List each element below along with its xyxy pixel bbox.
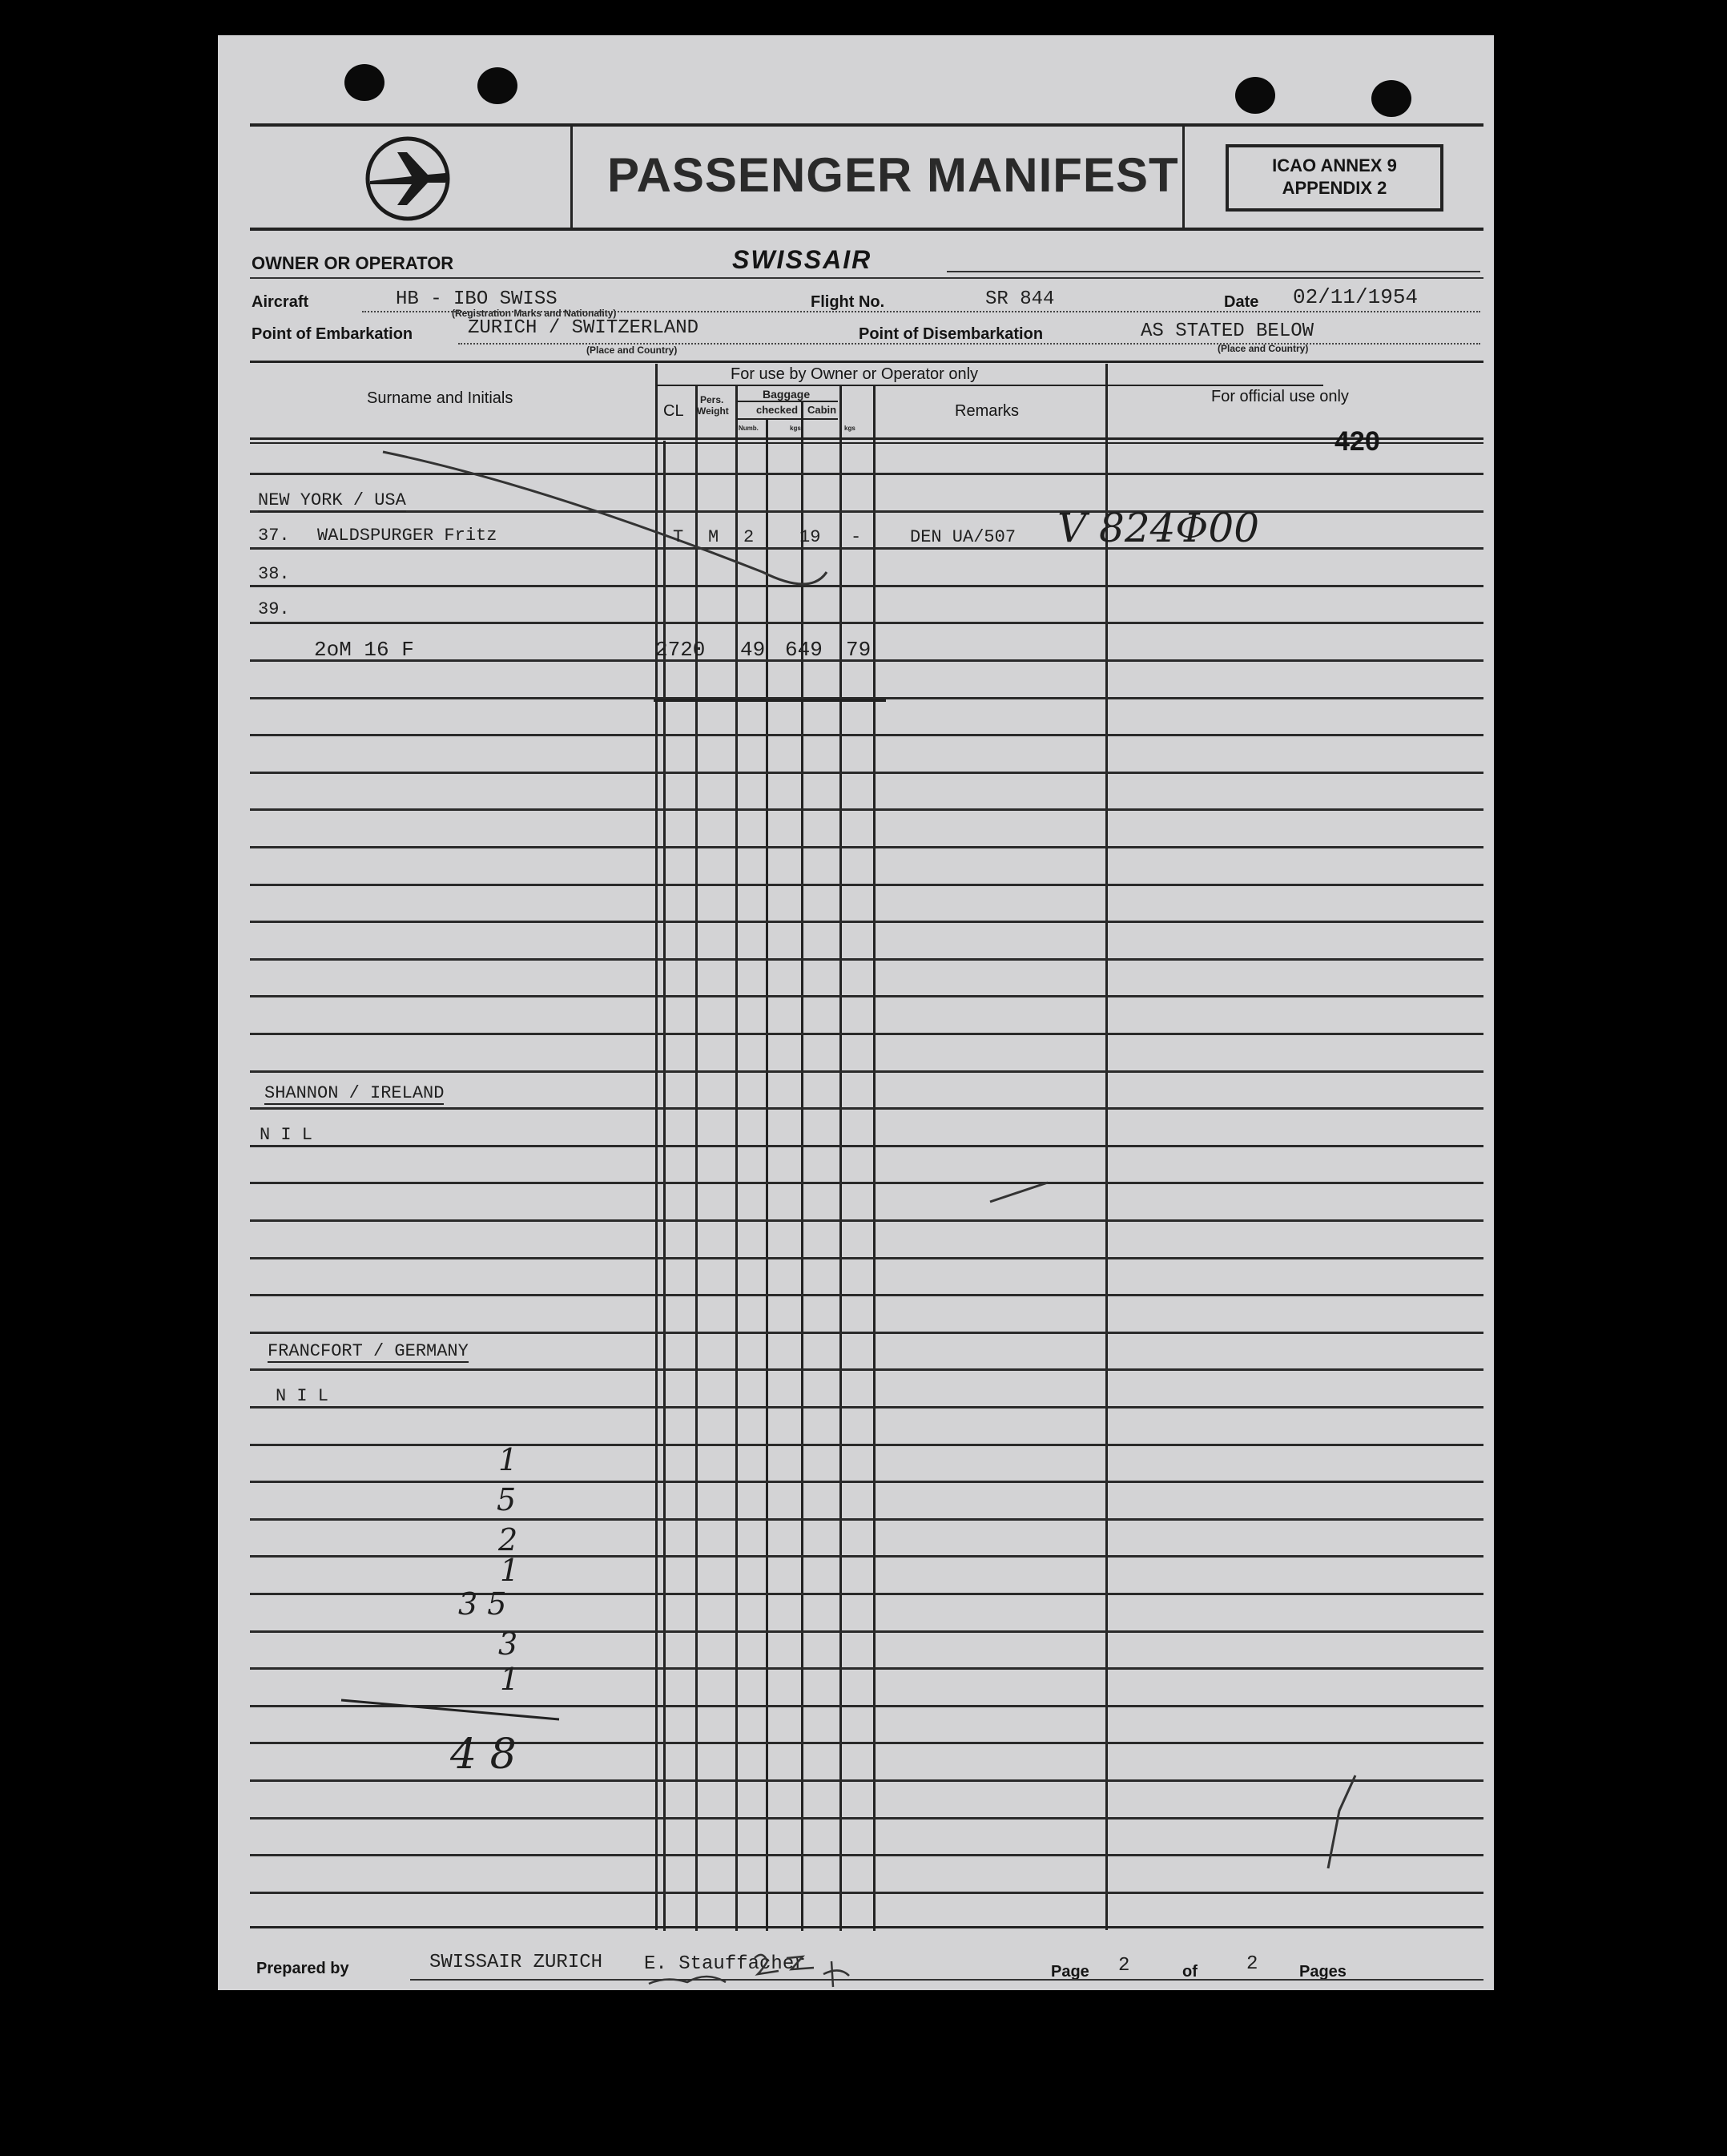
signature (642, 1947, 859, 1990)
header-divider (570, 123, 573, 231)
embarkation-label: Point of Embarkation (252, 325, 413, 343)
punch-hole (477, 67, 517, 104)
annex-line2: APPENDIX 2 (1282, 178, 1387, 198)
ruled-line (250, 1518, 1483, 1521)
embarkation-underline (458, 343, 1480, 345)
col-cabin: Cabin (807, 404, 837, 416)
aircraft-underline (362, 311, 1480, 312)
embarkation-value: ZURICH / SWITZERLAND (468, 317, 699, 339)
of-label: of (1182, 1963, 1198, 1981)
date-label: Date (1224, 293, 1259, 311)
col-kgs: kgs (790, 425, 801, 432)
ruled-line (250, 1779, 1483, 1782)
owner-use-rule (655, 385, 1323, 386)
ruled-line (250, 1033, 1483, 1035)
col-line (735, 385, 738, 1931)
totals-kgs: 649 (785, 638, 823, 662)
annex-box (1226, 144, 1443, 212)
totals-label: 2oM 16 F (314, 638, 414, 662)
col-official: For official use only (1211, 388, 1349, 405)
disembarkation-label: Point of Disembarkation (859, 325, 1044, 343)
totals-cabin: 79 (846, 638, 872, 662)
flight-label: Flight No. (811, 293, 885, 311)
pages-value: 2 (1246, 1953, 1258, 1975)
totals-underline (654, 699, 886, 702)
disembarkation-caption: (Place and Country) (1218, 343, 1309, 354)
baggage-rule (737, 401, 838, 402)
pen-stroke (1315, 1771, 1371, 1875)
col-kgs2: kgs (844, 425, 855, 432)
airline-logo-icon (362, 136, 453, 221)
prepared-value: SWISSAIR ZURICH (429, 1952, 603, 1973)
aircraft-label: Aircraft (252, 293, 309, 311)
col-line (766, 418, 768, 1931)
table-top-rule (250, 361, 1483, 363)
tally-number: 1 (500, 1662, 520, 1697)
col-pers: Pers. (700, 394, 724, 405)
cell-weight: M (708, 527, 719, 547)
col-line (873, 385, 876, 1931)
col-cl: CL (663, 402, 684, 420)
tally-total: 4 8 (450, 1731, 517, 1779)
col-numb: Numb. (739, 425, 759, 432)
totals-cl: 2720 (655, 638, 706, 662)
section-destination: FRANCFORT / GERMANY (268, 1341, 469, 1361)
disembarkation-value: AS STATED BELOW (1141, 320, 1314, 342)
ruled-line (250, 1667, 1483, 1670)
col-line (695, 385, 698, 1931)
manifest-paper (218, 35, 1494, 1990)
ruled-line (250, 1219, 1483, 1222)
punch-hole (1235, 77, 1275, 114)
date-value: 02/11/1954 (1293, 285, 1419, 309)
aircraft-caption: (Registration Marks and Nationality) (452, 308, 617, 319)
section-note: N I L (260, 1125, 313, 1145)
section-destination: NEW YORK / USA (258, 490, 406, 510)
col-weight: Weight (697, 405, 729, 417)
embarkation-caption: (Place and Country) (586, 345, 678, 356)
ruled-line (250, 622, 1483, 624)
ruled-line (250, 1182, 1483, 1184)
col-line (839, 385, 842, 1931)
operator-underline (947, 271, 1480, 272)
cell-cl: T (673, 527, 684, 547)
ruled-line (250, 1817, 1483, 1820)
ruled-line (250, 846, 1483, 848)
ruled-line (250, 1145, 1483, 1147)
ruled-line (250, 772, 1483, 774)
page-title: PASSENGER MANIFEST (607, 148, 1179, 202)
row-number: 38. (258, 564, 290, 584)
aircraft-value: HB - IBO SWISS (396, 288, 558, 310)
tally-number: 1 (500, 1553, 520, 1588)
ruled-line (250, 884, 1483, 886)
header-top-rule (250, 123, 1483, 127)
ruled-line (250, 995, 1483, 997)
ruled-line (250, 1555, 1483, 1558)
page-label: Page (1051, 1963, 1089, 1981)
col-baggage: Baggage (763, 388, 811, 401)
totals-weight: 49 (740, 638, 766, 662)
prepared-label: Prepared by (256, 1960, 349, 1977)
cell-kgs: 19 (799, 527, 821, 547)
footer-top-rule (250, 1926, 1483, 1928)
agent-name: E. Stauffacher (644, 1953, 806, 1975)
header-bottom-rule (250, 228, 1483, 231)
col-line (663, 441, 666, 1931)
official-number: 420 (1334, 426, 1380, 457)
pages-label: Pages (1299, 1963, 1347, 1981)
col-surname: Surname and Initials (367, 389, 513, 407)
ruled-line (250, 1742, 1483, 1744)
row-number: 37. (258, 526, 290, 546)
cell-remarks: DEN UA/507 (910, 527, 1016, 547)
tally-number: 3 (498, 1626, 518, 1662)
ruled-line (250, 921, 1483, 923)
col-line (801, 401, 803, 1931)
checked-rule (737, 418, 838, 420)
pen-stroke (987, 1178, 1051, 1207)
cell-numb: 2 (743, 527, 755, 547)
tally-sum-line (338, 1694, 562, 1726)
ruled-line (250, 1294, 1483, 1296)
page-value: 2 (1118, 1955, 1130, 1977)
ruled-line (250, 1257, 1483, 1259)
col-remarks: Remarks (955, 402, 1020, 420)
tally-number: 5 (497, 1482, 517, 1517)
cell-official-handwritten: V 824Φ00 (1057, 505, 1260, 551)
tally-number: 1 (498, 1442, 518, 1477)
ruled-line (250, 734, 1483, 736)
operator-rule (250, 277, 1483, 279)
ruled-line (250, 1481, 1483, 1483)
row-number: 39. (258, 599, 290, 619)
operator-value: SWISSAIR (732, 245, 872, 274)
cell-cabin: - (851, 527, 862, 547)
ruled-line (250, 1892, 1483, 1894)
tally-number: 2 (498, 1522, 518, 1558)
section-note: N I L (276, 1386, 329, 1406)
footer-underline (410, 1979, 1483, 1981)
ruled-line (250, 1593, 1483, 1595)
punch-hole (1371, 80, 1411, 117)
ruled-line (250, 1332, 1483, 1334)
pen-stroke (378, 436, 875, 612)
ruled-line (250, 1107, 1483, 1110)
ruled-line (250, 808, 1483, 811)
passenger-name: WALDSPURGER Fritz (317, 526, 497, 546)
col-owner-use: For use by Owner or Operator only (731, 365, 979, 383)
ruled-line (250, 1630, 1483, 1633)
section-destination: SHANNON / IRELAND (264, 1083, 445, 1103)
header-divider (1182, 123, 1185, 231)
ruled-line (250, 1406, 1483, 1408)
col-checked: checked (756, 404, 799, 416)
ruled-line (250, 1854, 1483, 1856)
ruled-line (250, 1070, 1483, 1073)
annex-line1: ICAO ANNEX 9 (1272, 155, 1397, 175)
operator-label: OWNER OR OPERATOR (252, 253, 454, 273)
ruled-line (250, 1368, 1483, 1371)
ruled-line (250, 1444, 1483, 1446)
flight-value: SR 844 (985, 288, 1055, 310)
tally-number: 3 5 (458, 1586, 507, 1622)
punch-hole (344, 64, 384, 101)
ruled-line (250, 958, 1483, 961)
